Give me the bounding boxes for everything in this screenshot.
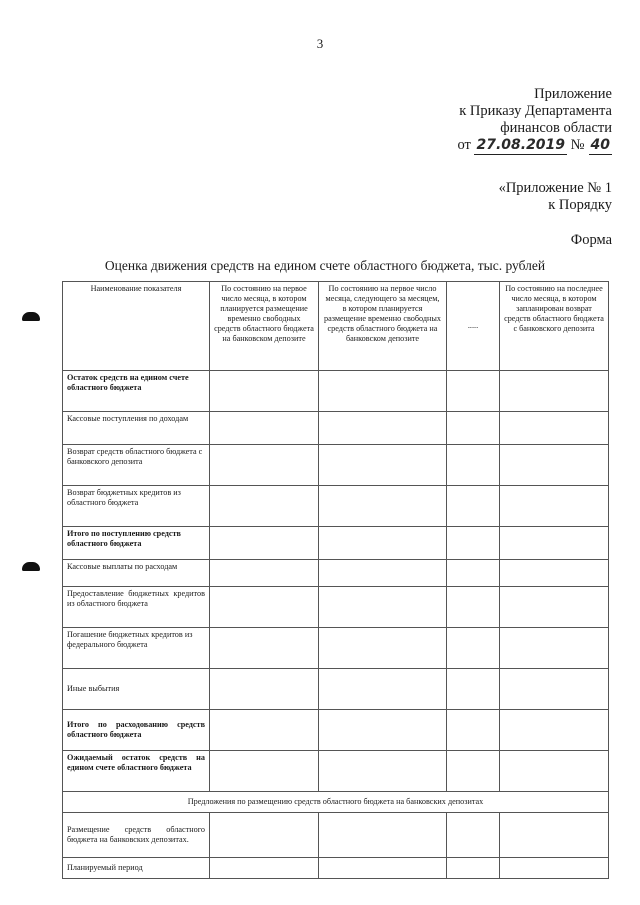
table-row <box>63 751 609 792</box>
table-cell <box>447 412 500 445</box>
table-cell <box>210 486 319 527</box>
row-label: Иные выбытия <box>63 669 210 710</box>
table-cell <box>447 710 500 751</box>
number-prefix: № <box>570 137 585 153</box>
table-cell <box>319 669 447 710</box>
table-cell <box>500 628 609 669</box>
appendix-block <box>499 180 612 214</box>
table-cell <box>500 813 609 858</box>
row-label: Ожидаемый остаток средств на едином счете областного бюджета <box>63 751 210 792</box>
page-number: 3 <box>316 36 324 51</box>
row-label: Кассовые выплаты по расходам <box>63 560 210 587</box>
table-cell <box>319 445 447 486</box>
table-cell <box>319 412 447 445</box>
table-cell <box>500 527 609 560</box>
funds-movement-table <box>62 281 609 879</box>
table-row <box>63 527 609 560</box>
table-cell <box>447 527 500 560</box>
date-prefix: от <box>457 137 471 153</box>
row-label: Размещение средств областного бюджета на банковских депозитах. <box>63 813 210 858</box>
table-cell <box>319 858 447 879</box>
row-label: Кассовые поступления по доходам <box>63 412 210 445</box>
table-cell <box>500 858 609 879</box>
table-cell <box>210 628 319 669</box>
row-label: Погашение бюджетных кредитов из федерального бюджета <box>63 628 210 669</box>
table-row <box>63 560 609 587</box>
table-cell <box>210 751 319 792</box>
table-row <box>63 587 609 628</box>
table-cell <box>319 813 447 858</box>
table-cell <box>319 560 447 587</box>
table-cell <box>447 628 500 669</box>
binder-hole-mark <box>22 562 40 571</box>
table-cell <box>500 751 609 792</box>
table-row <box>63 710 609 751</box>
column-header: ..... <box>447 282 500 371</box>
table-cell <box>210 371 319 412</box>
row-label: Итого по расходованию средств областного бюджета <box>63 710 210 751</box>
table-cell <box>447 858 500 879</box>
row-label: Планируемый период <box>63 858 210 879</box>
table-cell <box>500 445 609 486</box>
table-cell <box>210 587 319 628</box>
table-cell <box>447 560 500 587</box>
table-cell <box>210 669 319 710</box>
table-cell <box>210 560 319 587</box>
table-cell <box>319 371 447 412</box>
column-header: По состоянию на последнее число месяца, в котором запланирован возврат средств областного бюджета с банковского депозита <box>500 282 609 371</box>
table-row <box>63 628 609 669</box>
table-cell <box>500 587 609 628</box>
table-row <box>63 371 609 412</box>
table-cell <box>210 710 319 751</box>
column-header: Наименование показателя <box>63 282 210 371</box>
section-title: Предложения по размещению средств областного бюджета на банковских депозитах <box>63 792 609 813</box>
appendix-line-1: «Приложение № 1 <box>498 180 612 196</box>
table-cell <box>500 412 609 445</box>
table-row <box>63 412 609 445</box>
table-row <box>63 813 609 858</box>
header-line-dept: финансов области <box>500 120 612 136</box>
column-header: По состоянию на первое число месяца, в котором планируется размещение временно свободных средств областного бюджета на банковском депозите <box>210 282 319 371</box>
table-cell <box>319 587 447 628</box>
header-line-appendix: Приложение <box>534 86 612 102</box>
table-cell <box>319 486 447 527</box>
table-cell <box>210 813 319 858</box>
table-row <box>63 486 609 527</box>
table-section-row <box>63 792 609 813</box>
table-cell <box>447 587 500 628</box>
table-cell <box>447 371 500 412</box>
handwritten-number: 40 <box>590 137 610 153</box>
table-cell <box>500 486 609 527</box>
table-cell <box>447 669 500 710</box>
row-label: Возврат бюджетных кредитов из областного бюджета <box>63 486 210 527</box>
table-cell <box>500 560 609 587</box>
appendix-line-2: к Порядку <box>548 197 612 213</box>
table-cell <box>500 371 609 412</box>
form-label: Форма <box>570 232 612 248</box>
table-header-row <box>63 282 609 371</box>
row-label: Остаток средств на едином счете областного бюджета <box>63 371 210 412</box>
table-cell <box>210 445 319 486</box>
table-cell <box>319 710 447 751</box>
table-cell <box>447 445 500 486</box>
table-cell <box>210 858 319 879</box>
table-cell <box>500 710 609 751</box>
header-line-order: к Приказу Департамента <box>459 103 612 119</box>
column-header: По состоянию на первое число месяца, следующего за месяцем, в котором планируется размещение временно свободных средств областного бюджета на банковском депозите <box>319 282 447 371</box>
header-date-line <box>457 137 612 155</box>
table-cell <box>447 486 500 527</box>
table-cell <box>210 412 319 445</box>
document-title: Оценка движения средств на едином счете областного бюджета, тыс. рублей <box>104 258 546 273</box>
table-cell <box>319 628 447 669</box>
table-cell <box>500 669 609 710</box>
table-row <box>63 445 609 486</box>
binder-hole-mark <box>22 312 40 321</box>
handwritten-date: 27.08.2019 <box>476 137 566 153</box>
order-header <box>457 86 612 155</box>
table-cell <box>319 527 447 560</box>
table-row <box>63 669 609 710</box>
table-cell <box>210 527 319 560</box>
row-label: Предоставление бюджетных кредитов из областного бюджета <box>63 587 210 628</box>
table-cell <box>319 751 447 792</box>
table-cell <box>447 751 500 792</box>
table-cell <box>447 813 500 858</box>
table-row <box>63 858 609 879</box>
row-label: Итого по поступлению средств областного бюджета <box>63 527 210 560</box>
row-label: Возврат средств областного бюджета с банковского депозита <box>63 445 210 486</box>
